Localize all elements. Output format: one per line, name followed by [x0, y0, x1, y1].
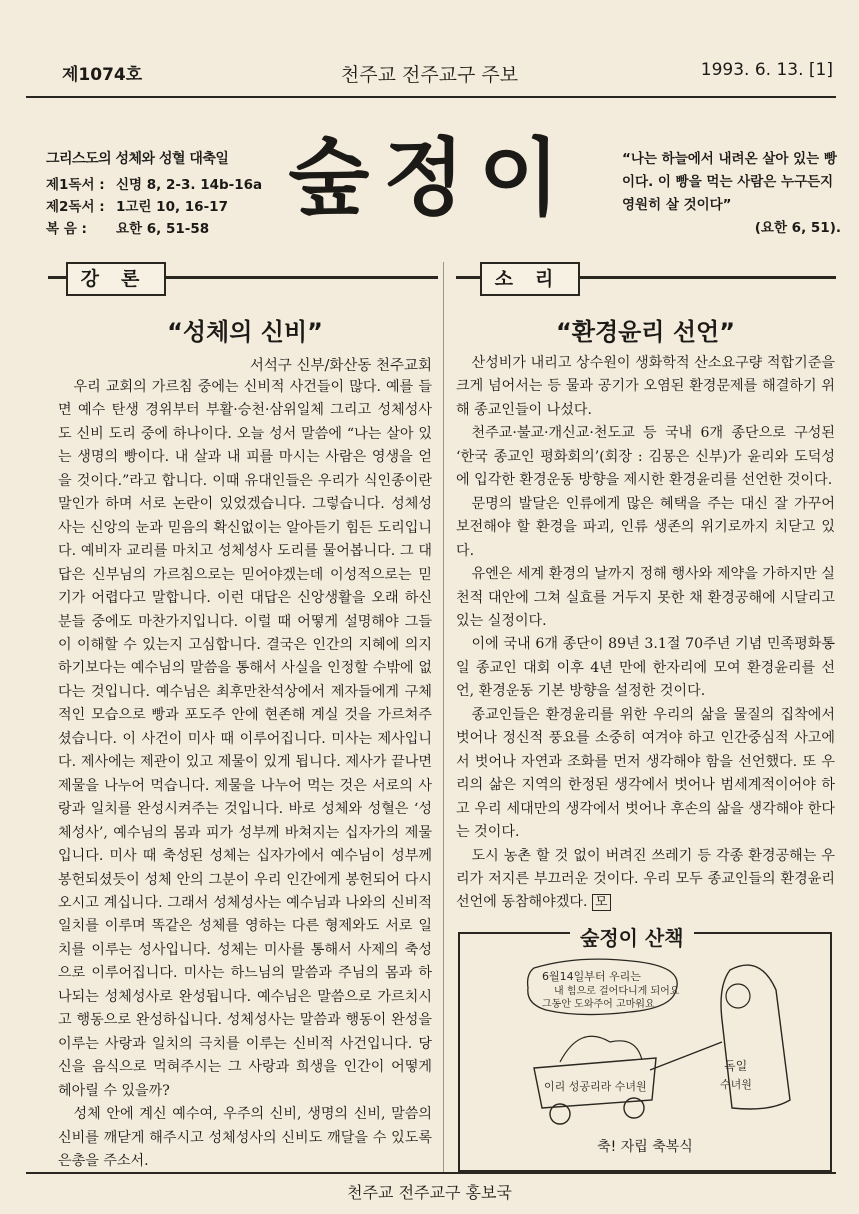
lecture-title: “성체의 신비”	[167, 318, 323, 346]
nun-face	[726, 984, 750, 1008]
footer-rule	[26, 1172, 836, 1174]
footer-text: 천주교 전주교구 홍보국	[347, 1183, 512, 1202]
cart-label: 이리 성공리라 수녀원	[544, 1080, 647, 1093]
masthead-title: 숲정이	[288, 129, 574, 227]
lecture-byline: 서석구 신부/화산동 천주교회	[249, 358, 432, 374]
reading-line	[46, 218, 296, 240]
lecture-section-label: 강론	[66, 262, 166, 296]
lecture-body	[58, 376, 432, 1176]
sound-body	[456, 352, 835, 922]
publication-name: 천주교 전주교구 주보	[340, 64, 519, 86]
reading-line	[46, 196, 296, 218]
reading-value: 요한 6, 51-58	[116, 221, 210, 237]
issue-number: 제1074호	[62, 65, 143, 85]
sound-paragraph	[456, 845, 835, 915]
feast-title: 그리스도의 성체와 성혈 대축일	[46, 151, 229, 167]
column-divider	[443, 262, 444, 1172]
readings-block	[46, 148, 296, 240]
verse-text: “나는 하늘에서 내려온 살아 있는 빵이다. 이 빵을 먹는 사람은 누구든지 영원히 살 것이다”	[622, 151, 837, 213]
sound-paragraph: 문명의 발달은 인류에게 많은 혜택을 주는 대신 잘 가꾸어 보전해야 할 환경을 파괴, 인류 생존의 위기로까지 치닫고 있다.	[456, 495, 835, 559]
bubble-line: 그동안 도와주어 고마워요	[542, 999, 655, 1010]
sound-paragraph: 산성비가 내리고 상수원이 생화학적 산소요구량 적합기준을 크게 넘어서는 등 물과 공기가 오염된 환경문제를 해결하기 위해 종교인들이 나섰다.	[456, 355, 835, 418]
sound-title: “환경윤리 선언”	[555, 318, 735, 346]
cart-load	[560, 1036, 642, 1062]
lecture-paragraph: 성체 안에 계신 예수여, 우주의 신비, 생명의 신비, 말씀의 신비를 깨닫게 해주시고 성체성사의 신비도 깨달을 수 있도록 은총을 주소서.	[58, 1106, 432, 1169]
reading-value: 신명 8, 2-3. 14b-16a	[116, 177, 263, 193]
reading-value: 1고린 10, 16-17	[116, 199, 228, 215]
sound-paragraph: 천주교·불교·개신교·천도교 등 국내 6개 종단으로 구성된 ‘한국 종교인 평화회의’(회장 : 김몽은 신부)가 윤리와 도덕성에 입각한 환경운동 방향을 제시한 환경윤리를 선언한 것이다.	[456, 425, 835, 489]
cartoon-caption: 축! 자립 축복식	[597, 1139, 693, 1155]
issue-date: 1993. 6. 13. [1]	[700, 60, 833, 80]
sound-paragraph: 이에 국내 6개 종단이 89년 3.1절 70주년 기념 민족평화통일 종교인 대회 이후 4년 만에 한자리에 모여 환경윤리를 선언, 환경운동 기본 방향을 설정한 것이다.	[456, 636, 835, 700]
lecture-paragraph: 우리 교회의 가르침 중에는 신비적 사건들이 많다. 예를 들면 예수 탄생 경위부터 부활·승천·삼위일체 그리고 성체성사도 신비 도리 중에 하나이다. 오늘 성서 말씀에 “나는 살아 있는 생명의 빵이다. 내 살과 내 피를 마시는 사람은 영생을 얻을 것이다.”라고 합니다. 이때 유대인들은 우리가 식인종이란 말인가 하며 서로 논란이 있었겠습니다. 그렇습니다. 성체성사는 신앙의 눈과 믿음의 확신없이는 알아듣기 힘든 도리입니다. 예비자 교리를 마치고 성체성사 도리를 물어봅니다. 그 대답은 신부님의 가르침으로는 믿어야겠는데 이성적으로는 믿기가 어렵다고 말합니다. 이런 대답은 신앙생활을 오래 하신 분들 중에도 마찬가지입니다. 이럴 때 어떻게 설명해야 그들이 이해할 수 있는지 고심합니다. 결국은 인간의 지혜에 의지하기보다는 예수님의 말씀을 통해서 사실을 인정할 수밖에 없다는 것입니다. 예수님은 최후만찬석상에서 제자들에게 구체적인 모습으로 빵과 포도주 안에 현존해 계실 것을 가르쳐주셨습니다. 이 사건이 미사 때 이루어집니다. 미사는 제사입니다. 제사에는 제관이 있고 제물이 있게 됩니다. 제사가 끝나면 제물을 나누어 먹습니다. 제물을 나누어 먹는 것은 서로의 사랑과 일치를 완성시켜주는 것입니다. 바로 성체와 성혈은 ‘성체성사’, 예수님의 몸과 피가 성부께 바쳐지는 십자가의 제물입니다. 미사 때 축성된 성체는 십자가에서 예수님이 성부께 봉헌되셨듯이 성체 안의 그분이 우리 인간에게 봉헌되어 다시 오시고 계십니다. 그래서 성체성사는 예수님과 나와의 신비적 일치를 이루며 똑같은 성체를 영하는 다른 형제와도 서로 일치를 이루는 성사입니다. 성체는 미사를 통해서 사제의 축성으로 이루어집니다. 미사는 하느님의 말씀과 주님의 몸과 하나되는 성체성사로 완성됩니다. 예수님은 말씀으로 가르치시고 행동으로 완성하십니다. 성체성사는 말씀과 행동이 완성을 이루는 사랑과 일치의 극치를 이루는 신비적 사건입니다. 당신을 음식으로 먹혀주시는 그 사랑과 희생을 인간이 어떻게 헤아릴 수 있을까?	[58, 379, 432, 1099]
reading-label: 제1독서 :	[46, 177, 105, 193]
header-rule	[26, 96, 836, 98]
sound-section-label: 소리	[480, 262, 580, 296]
cartoon-title: 숲정이 산책	[570, 922, 694, 951]
cart-handle	[650, 1042, 722, 1070]
nun-label: 독일	[724, 1059, 748, 1073]
verse-block	[622, 148, 847, 240]
sound-paragraph: 종교인들은 환경윤리를 위한 우리의 삶을 물질의 집착에서 벗어나 정신적 풍요를 소중히 여겨야 하고 인간중심적 사고에서 벗어나 자연과 조화를 먼저 생각해야 함을 선언했다. 또 우리의 삶은 지역의 한정된 생각에서 벗어나 범세계적이어야 하고 우리 세대만의 생각에서 벗어나 후손의 삶을 생각해야 한다는 것이다.	[456, 706, 835, 841]
sound-paragraph-text: 도시 농촌 할 것 없이 버려진 쓰레기 등 각종 환경공해는 우리가 저지른 부끄러운 것이다. 우리 모두 종교인들의 환경윤리 선언에 동참해야겠다.	[456, 847, 835, 911]
bubble-line: 6월14일부터 우리는	[542, 970, 641, 983]
sound-paragraph: 유엔은 세계 환경의 날까지 정해 행사와 제약을 가하지만 실천적 대안에 그쳐 실효를 거두지 못한 채 환경공해에 시달리고 있는 실정이다.	[456, 566, 835, 629]
bubble-line: 내 힘으로 걸어다니게 되어요	[554, 986, 680, 997]
verse-reference: (요한 6, 51).	[754, 220, 841, 236]
end-mark: 모	[592, 894, 611, 911]
reading-line	[46, 174, 296, 196]
nun-label: 수녀원	[720, 1078, 752, 1091]
reading-label: 복 음 :	[46, 221, 87, 237]
reading-label: 제2독서 :	[46, 199, 105, 215]
cartoon-illustration	[470, 950, 816, 1130]
